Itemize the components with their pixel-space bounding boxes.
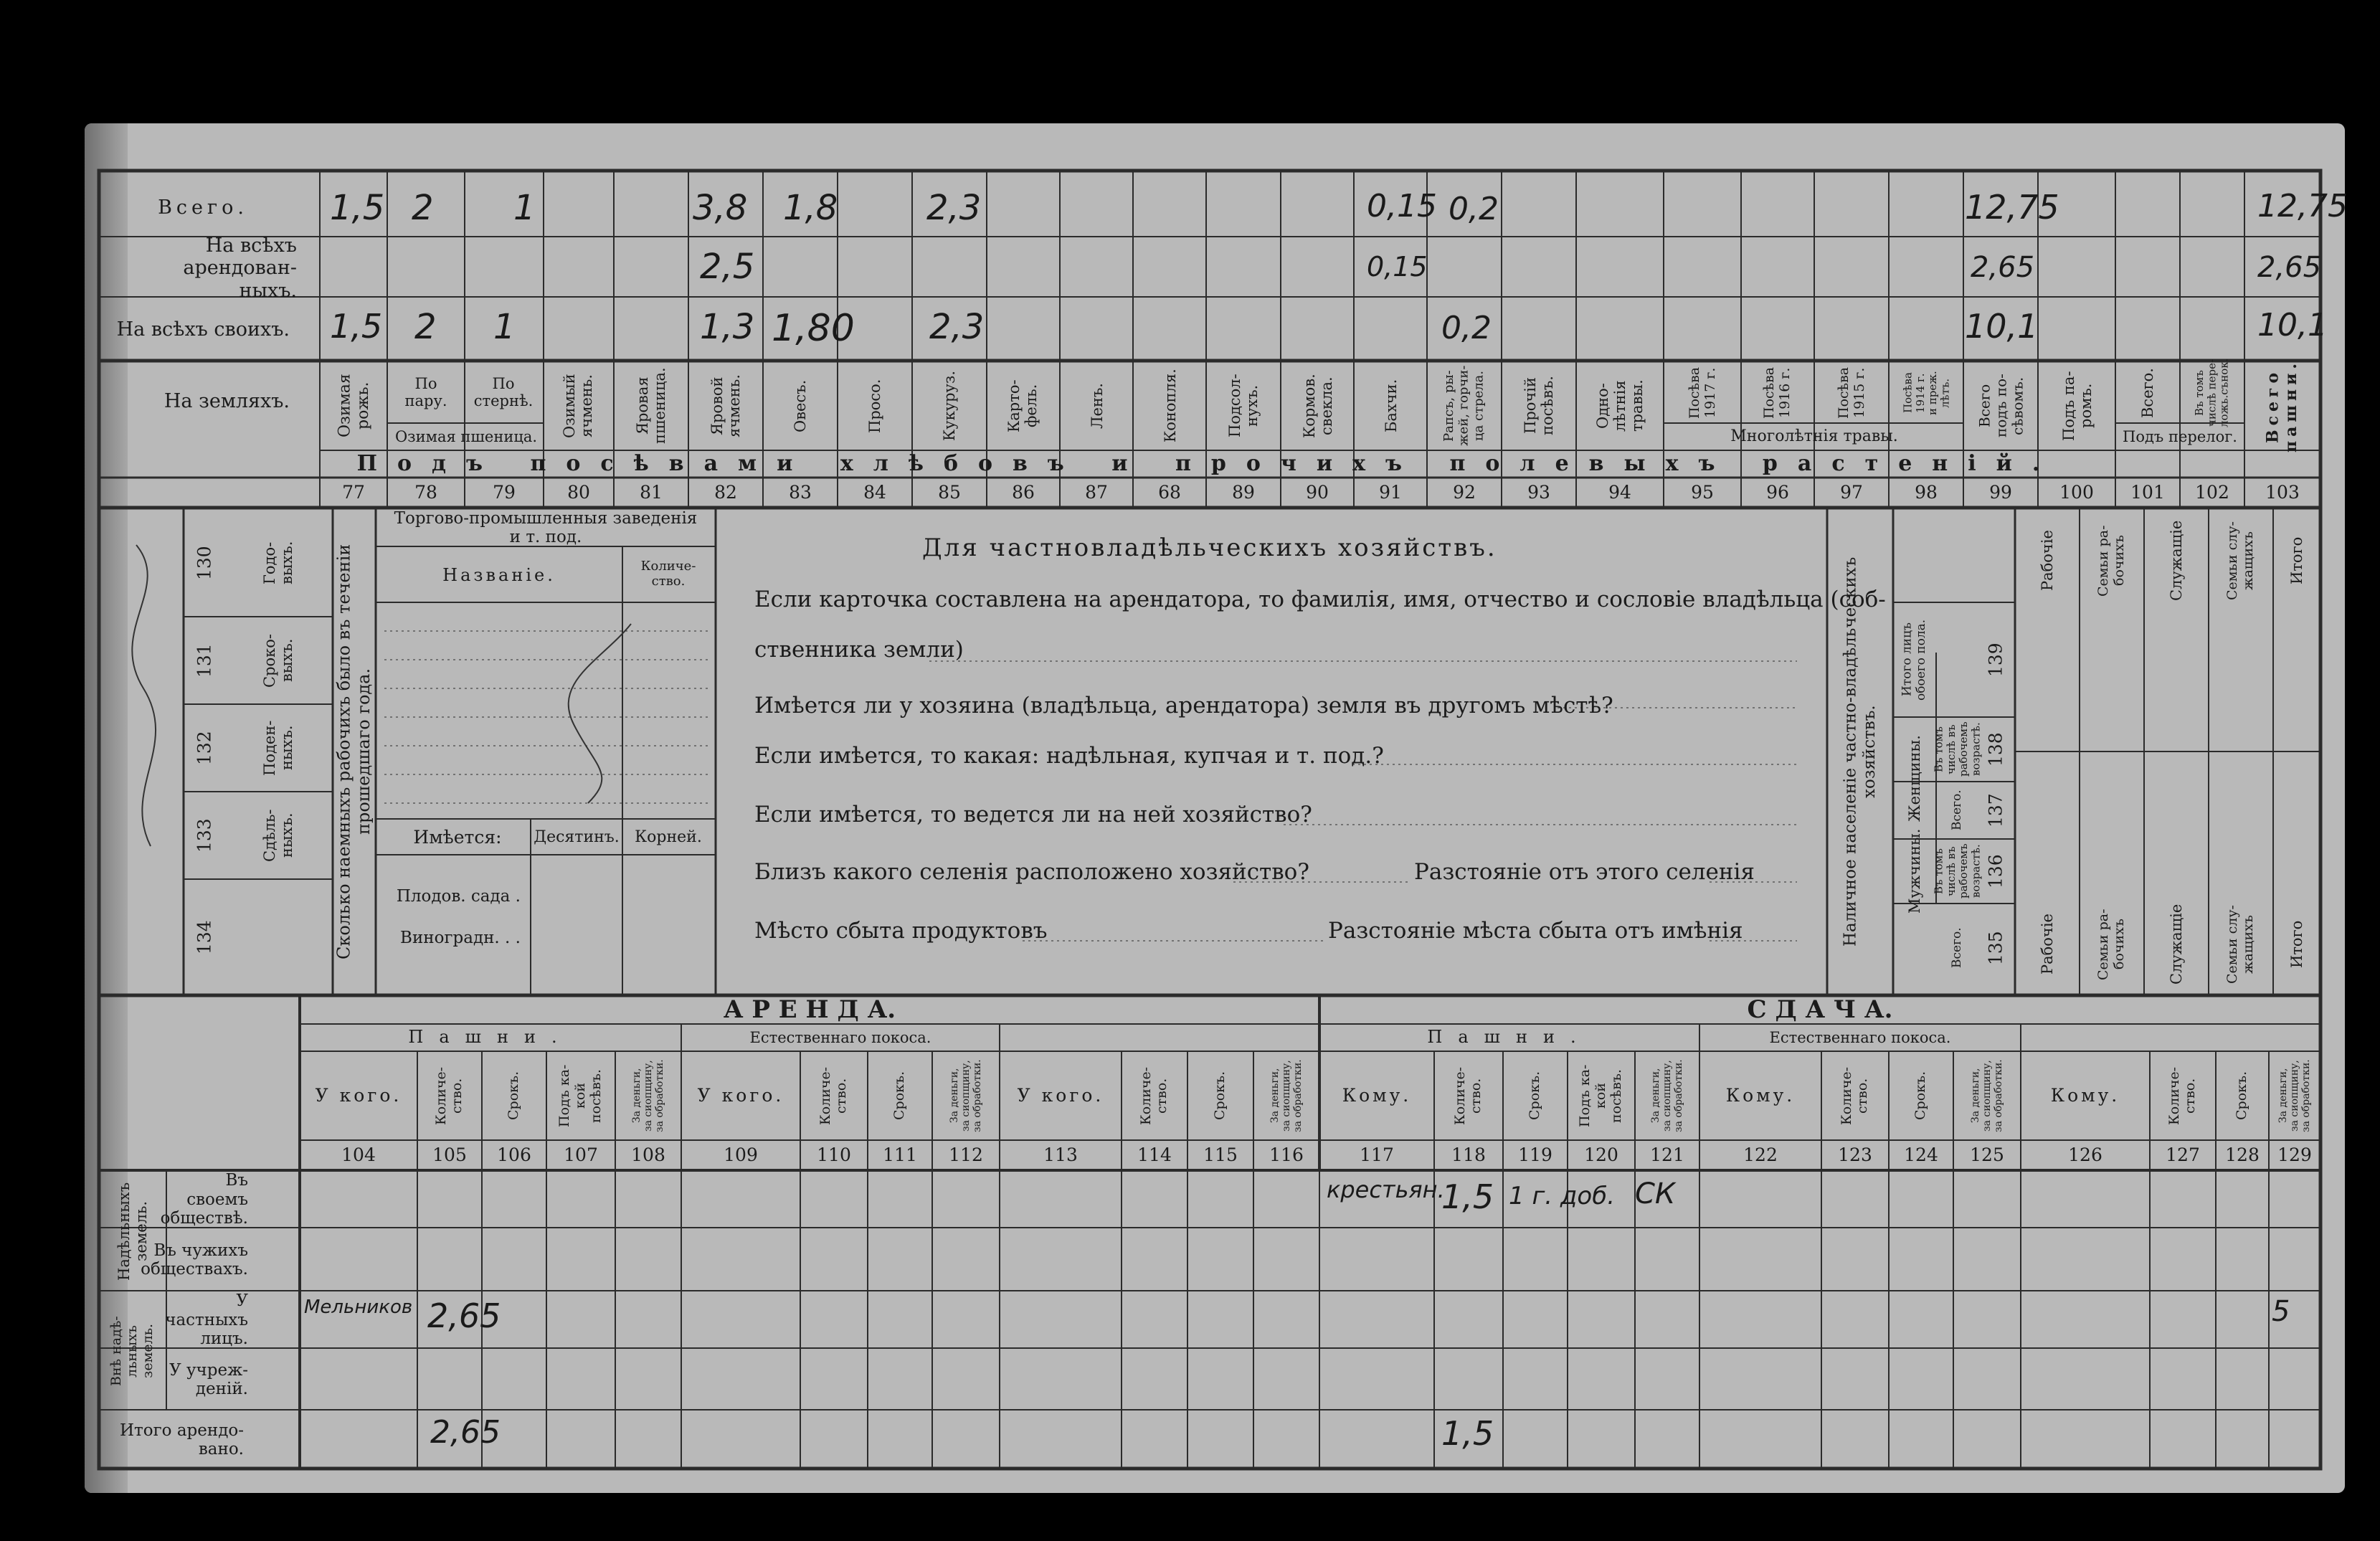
- col-header-136: Въ томъ числѣ въ рабочемъ возрастѣ.: [1932, 843, 1983, 899]
- question-distance-village: Разстоянiе отъ этого селенiя: [1414, 859, 1755, 885]
- col-group-perennial-grasses: Многолѣтнiя травы.: [1730, 427, 1898, 446]
- total-header-top: Итого: [2287, 536, 2305, 585]
- column-number: 77: [342, 481, 365, 503]
- question-other-land: Имѣется ли у хозяина (владѣльца, арендатора) земля въ другомъ мѣстѣ?: [754, 693, 1613, 719]
- col-header-92: Рапсъ, ры- жей, горчи- ца стрела.: [1441, 365, 1487, 447]
- column-number: 101: [2130, 481, 2165, 503]
- value-total-83: 1,8: [783, 188, 838, 228]
- bottom-column-number: 106: [497, 1144, 531, 1165]
- bottom-column-header: Кому.: [1725, 1084, 1796, 1106]
- bottom-column-header: Срокъ.: [891, 1071, 908, 1121]
- column-number: 87: [1085, 481, 1108, 503]
- column-number: 100: [2059, 481, 2094, 503]
- bottom-column-header: Подъ ка- кой посѣвъ.: [1577, 1064, 1624, 1127]
- employee-families-header-top: Семьи слу- жащихъ: [2224, 521, 2256, 600]
- col-num-138: 138: [1985, 732, 2006, 767]
- value-rented-103: 2,65: [2257, 251, 2322, 284]
- bottom-column-header: Срокъ.: [2234, 1071, 2250, 1121]
- column-number: 94: [1608, 481, 1631, 503]
- col-header-101: Всего.: [2138, 368, 2156, 418]
- worker-families-header-bottom: Семьи ра- бочихъ: [2095, 909, 2127, 980]
- col-header-102: Въ томъ числѣ пере- ложь.сънок.: [2193, 358, 2231, 428]
- bottom-column-header: У кого.: [315, 1084, 402, 1106]
- column-number: 102: [2195, 481, 2229, 503]
- bottom-column-number: 127: [2166, 1144, 2200, 1165]
- bottom-column-number: 125: [1970, 1144, 2004, 1165]
- bottom-column-header: У кого.: [697, 1084, 784, 1106]
- bottom-column-header: Кому.: [1342, 1084, 1412, 1106]
- question-market: Мѣсто сбыта продуктовъ: [754, 918, 1048, 944]
- col-num-134: 134: [194, 920, 215, 954]
- column-number: 79: [493, 481, 516, 503]
- col-header-137: Всего.: [1950, 790, 1965, 831]
- col-header-93: Прочiй посѣвъ.: [1521, 376, 1556, 436]
- column-number: 86: [1012, 481, 1035, 503]
- col-header-97: Посѣва 1915 г.: [1836, 366, 1867, 419]
- bottom-column-header: Количе- ство.: [817, 1066, 849, 1125]
- row-label-lands: На земляхъ.: [163, 390, 290, 413]
- private-farms-title: Для частновладѣльческихъ хозяйствъ.: [922, 534, 1497, 562]
- hired-workers-label: Сколько наемныхъ рабочихъ было въ теченiи прошедшаго года.: [333, 544, 374, 959]
- row-total-rented: Итого арендо- вано.: [120, 1421, 244, 1459]
- bottom-column-number: 123: [1838, 1144, 1872, 1165]
- column-number: 99: [1989, 481, 2012, 503]
- bottom-column-number: 115: [1203, 1144, 1238, 1165]
- employees-header-bottom: Служащiе: [2167, 904, 2185, 985]
- pencil-scribble: [132, 545, 156, 846]
- roots-header: Корней.: [635, 828, 702, 847]
- value-own-103: 10,1: [2257, 307, 2328, 343]
- bottom-column-number: 126: [2068, 1144, 2102, 1165]
- bottom-column-number: 128: [2225, 1144, 2260, 1165]
- value-lease-total-118: 1,5: [1441, 1414, 1494, 1453]
- col-num-131: 131: [194, 643, 215, 678]
- vineyard-label: Виноградн. . .: [400, 928, 521, 947]
- lease-out-banner: С Д А Ч А.: [1747, 995, 1893, 1025]
- column-number: 81: [640, 481, 663, 503]
- row-label-own: На всѣхъ своихъ.: [116, 318, 290, 341]
- bottom-column-header: Подъ ка- кой посѣвъ.: [556, 1064, 604, 1127]
- row-private-persons: У частныхъ лицъ.: [165, 1291, 248, 1349]
- value-total-78: 2: [412, 188, 434, 228]
- bottom-column-number: 112: [949, 1144, 983, 1165]
- bottom-column-number: 121: [1650, 1144, 1684, 1165]
- col-header-77: Озимая рожь.: [336, 374, 372, 438]
- workers-header-bottom: Рабочiе: [2038, 914, 2056, 975]
- men-label: Мужчины.: [1905, 828, 1923, 914]
- value-own-99: 10,1: [1965, 307, 2039, 346]
- col-header-95: Посѣва 1917 г.: [1687, 366, 1718, 419]
- col-num-130: 130: [194, 546, 215, 580]
- row-label-total: Всего.: [158, 196, 248, 219]
- value-total-77: 1,5: [330, 188, 385, 228]
- allotment-lands-label: Надѣльныхъ земель.: [115, 1182, 150, 1281]
- value-total-92: 0,2: [1449, 191, 1499, 227]
- bottom-column-number: 116: [1269, 1144, 1304, 1165]
- value-rent-private-129: 5: [2272, 1295, 2290, 1328]
- trade-name-header: Названiе.: [442, 565, 556, 586]
- row-institutions: У учреж- денiй.: [169, 1360, 248, 1398]
- arable-group-rent: Пашни.: [408, 1027, 573, 1048]
- bottom-column-number: 117: [1360, 1144, 1394, 1165]
- col-header-138: Въ томъ числѣ въ рабочемъ возрастѣ.: [1932, 721, 1983, 777]
- bottom-column-header: Срокъ.: [1527, 1071, 1543, 1121]
- col-header-85: Кукуруз.: [940, 370, 958, 442]
- population-label: Наличное населенiе частно-владѣльческихъ хозяйствъ.: [1841, 556, 1879, 947]
- value-lease-own-121: СК: [1635, 1177, 1676, 1210]
- col-num-139: 139: [1985, 643, 2006, 677]
- question-owner-line2: ственника земли): [754, 637, 964, 663]
- question-near-village: Близъ какого селенiя расположено хозяйство?: [754, 859, 1309, 885]
- bottom-column-header: Срокъ.: [1912, 1071, 1929, 1121]
- bottom-column-number: 113: [1043, 1144, 1078, 1165]
- trade-header: Торгово-промышленныя заведенiя и т. под.: [394, 508, 698, 546]
- bottom-column-number: 110: [817, 1144, 851, 1165]
- col-header-99: Всего подъ по- сѣвомъ.: [1976, 374, 2026, 438]
- column-number: 93: [1527, 481, 1550, 503]
- bottom-column-header: За деньги, за сиопщину, за обработки.: [630, 1059, 666, 1132]
- col-header-132: Поден- ныхъ.: [260, 720, 295, 776]
- bottom-column-number: 105: [432, 1144, 467, 1165]
- value-lease-own-117: крестьян.: [1327, 1176, 1445, 1203]
- col-num-135: 135: [1985, 931, 2006, 965]
- desyatin-header: Десятинъ.: [534, 828, 620, 847]
- row-label-rented: На всѣхъ арендован- ныхъ.: [183, 234, 297, 302]
- col-header-96: Посѣва 1916 г.: [1761, 366, 1793, 419]
- question-farming: Если имѣется, то ведется ли на ней хозяйство?: [754, 802, 1312, 828]
- col-num-132: 132: [194, 731, 215, 765]
- bottom-column-header: Количе- ство.: [2166, 1066, 2198, 1125]
- col-header-139: Итого лицъ обоего пола.: [1900, 619, 1928, 701]
- col-header-80: Озимый ячмень.: [560, 374, 595, 438]
- column-number: 80: [567, 481, 590, 503]
- column-number: 97: [1840, 481, 1863, 503]
- bottom-column-header: Количе- ство.: [1839, 1066, 1870, 1125]
- column-number: 90: [1306, 481, 1329, 503]
- col-num-136: 136: [1985, 854, 2006, 888]
- value-rented-99: 2,65: [1971, 251, 2035, 284]
- col-header-94: Одно- лѣтнiя травы.: [1593, 379, 1646, 432]
- bottom-column-number: 107: [564, 1144, 598, 1165]
- question-distance-market: Разстоянiе мѣста сбыта отъ имѣнiя: [1328, 918, 1743, 944]
- bottom-column-number: 118: [1451, 1144, 1486, 1165]
- value-own-77: 1,5: [330, 307, 383, 346]
- col-group-fallow: Подъ перелог.: [2123, 427, 2237, 445]
- employees-header-top: Служащiе: [2167, 520, 2185, 602]
- has-label: Имѣется:: [413, 826, 502, 848]
- col-header-88: Конопля.: [1161, 369, 1179, 443]
- non-allotment-lands-label: Внѣ надѣ- льныхъ земель.: [108, 1316, 156, 1386]
- bottom-column-header: За деньги, за сиопщину, за обработки.: [2277, 1059, 2313, 1132]
- col-header-103: Всего пашни.: [2263, 359, 2300, 453]
- col-header-82: Яровой ячмень.: [708, 374, 743, 437]
- column-number: 89: [1232, 481, 1255, 503]
- worker-families-header-top: Семьи ра- бочихъ: [2095, 525, 2127, 597]
- value-rent-private-104: Мельников: [304, 1296, 413, 1318]
- trade-qty-header: Количе- ство.: [640, 559, 696, 589]
- value-total-99: 12,75: [1965, 188, 2059, 227]
- col-num-133: 133: [194, 818, 215, 853]
- value-total-82: 3,8: [693, 188, 748, 228]
- value-total-91: 0,15: [1367, 188, 1437, 224]
- col-header-81: Яровая пшеница.: [633, 367, 668, 445]
- value-lease-own-119: 1 г. доб.: [1509, 1182, 1616, 1210]
- bottom-column-number: 119: [1518, 1144, 1552, 1165]
- column-number: 92: [1453, 481, 1476, 503]
- bottom-column-header: Количе- ство.: [1138, 1066, 1170, 1125]
- value-own-78: 2: [414, 307, 437, 347]
- col-header-89: Подсол- нухъ.: [1225, 374, 1261, 438]
- value-rented-91: 0,15: [1367, 251, 1428, 283]
- value-own-85: 2,3: [929, 307, 985, 347]
- col-header-135: Всего.: [1950, 927, 1965, 969]
- bottom-column-header: За деньги, за сиопщину, за обработки.: [1969, 1059, 2005, 1132]
- bottom-column-number: 111: [883, 1144, 917, 1165]
- column-number: 98: [1915, 481, 1938, 503]
- column-number: 83: [789, 481, 812, 503]
- value-own-92: 0,2: [1441, 310, 1492, 346]
- rent-banner: А Р Е Н Д А.: [723, 995, 896, 1025]
- women-label: Женщины.: [1905, 735, 1923, 822]
- column-number: 95: [1691, 481, 1714, 503]
- value-lease-own-118: 1,5: [1441, 1177, 1494, 1216]
- row-other-societies: чужихъ обществахъ.: [141, 1241, 248, 1279]
- column-number: 85: [938, 481, 961, 503]
- bottom-column-number: 124: [1904, 1144, 1938, 1165]
- bottom-column-header: За деньги, за сиопщину, за обработки.: [1649, 1059, 1685, 1132]
- col-header-131: Сроко- выхъ.: [260, 633, 295, 688]
- col-header-86: Карто- фель.: [1005, 379, 1040, 432]
- value-total-79: 1: [513, 188, 536, 228]
- bottom-column-header: Количе- ство.: [1452, 1066, 1484, 1125]
- natural-hay-group-rent: Естественнаго покоса.: [749, 1028, 931, 1046]
- bottom-column-number: 108: [631, 1144, 665, 1165]
- bottom-column-header: Срокъ.: [1212, 1071, 1228, 1121]
- value-rented-82: 2,5: [700, 247, 755, 287]
- col-group-winter-wheat: Озимая пшеница.: [394, 427, 538, 445]
- col-header-90: Кормов. свекла.: [1300, 374, 1335, 438]
- arable-group-lease: Пашни.: [1427, 1027, 1592, 1048]
- bottom-column-header: За деньги, за сиопщину, за обработки.: [1269, 1059, 1304, 1132]
- column-number: 103: [2265, 481, 2300, 503]
- orchard-label: Плодов. сада .: [396, 886, 521, 906]
- bottom-column-header: Срокъ.: [506, 1071, 522, 1121]
- bottom-column-number: 129: [2277, 1144, 2312, 1165]
- question-owner-line1: Если карточка составлена на арендатора, то фамилiя, имя, отчество и сословiе владѣльца (соб-: [754, 587, 1886, 612]
- col-header-91: Бахчи.: [1382, 379, 1400, 433]
- col-header-84: Просо.: [866, 379, 883, 433]
- col-header-87: Ленъ.: [1088, 383, 1106, 429]
- bottom-column-number: 104: [341, 1144, 376, 1165]
- bottom-column-number: 114: [1137, 1144, 1172, 1165]
- column-number: 68: [1158, 481, 1181, 503]
- bottom-column-header: Количе- ство.: [433, 1066, 465, 1125]
- col-header-78: По пару.: [404, 374, 447, 409]
- value-total-85: 2,3: [926, 188, 982, 228]
- question-land-type: Если имѣется, то какая: надѣльная, купчая и т. под.?: [754, 743, 1384, 769]
- column-number: 96: [1766, 481, 1789, 503]
- col-header-83: Овесъ.: [791, 379, 809, 432]
- col-num-137: 137: [1985, 793, 2006, 828]
- employee-families-header-bottom: Семьи слу- жащихъ: [2224, 905, 2256, 984]
- column-number: 78: [414, 481, 437, 503]
- value-total-103: 12,75: [2257, 188, 2348, 224]
- value-rent-total-105: 2,65: [430, 1414, 501, 1451]
- column-number: 82: [714, 481, 737, 503]
- workers-header-top: Рабочiе: [2038, 530, 2056, 592]
- bottom-column-number: 109: [724, 1144, 758, 1165]
- value-own-82: 1,3: [700, 307, 755, 347]
- total-header-bottom: Итого: [2287, 920, 2305, 969]
- bottom-column-header: У кого.: [1017, 1084, 1104, 1106]
- sowing-banner: Подъ посѣвами хлѣбовъ и прочихъ полевыхъ растенiй.: [356, 450, 2060, 476]
- bottom-column-number: 120: [1584, 1144, 1618, 1165]
- value-own-79: 1: [493, 307, 516, 347]
- col-header-133: Сдѣль- ныхъ.: [260, 809, 295, 862]
- bottom-column-header: Кому.: [2050, 1084, 2120, 1106]
- col-header-98: Посѣва 1914 г. и преж. лѣтъ.: [1901, 371, 1952, 415]
- bottom-column-number: 122: [1743, 1144, 1778, 1165]
- column-number: 84: [863, 481, 886, 503]
- natural-hay-group-lease: Естественнаго покоса.: [1769, 1028, 1951, 1046]
- value-own-83: 1,80: [772, 307, 855, 350]
- col-header-100: Подъ па- ромъ.: [2059, 371, 2095, 441]
- column-number: 91: [1379, 481, 1402, 503]
- col-header-130: Годо- выхъ.: [260, 541, 295, 585]
- row-own-society: Въ своемъ обществѣ.: [160, 1171, 248, 1228]
- col-header-79: По стернѣ.: [473, 374, 534, 409]
- pencil-scribble: [569, 624, 631, 803]
- bottom-column-header: За деньги, за сиопщину, за обработки.: [948, 1059, 984, 1132]
- value-rent-private-105: 2,65: [427, 1296, 501, 1335]
